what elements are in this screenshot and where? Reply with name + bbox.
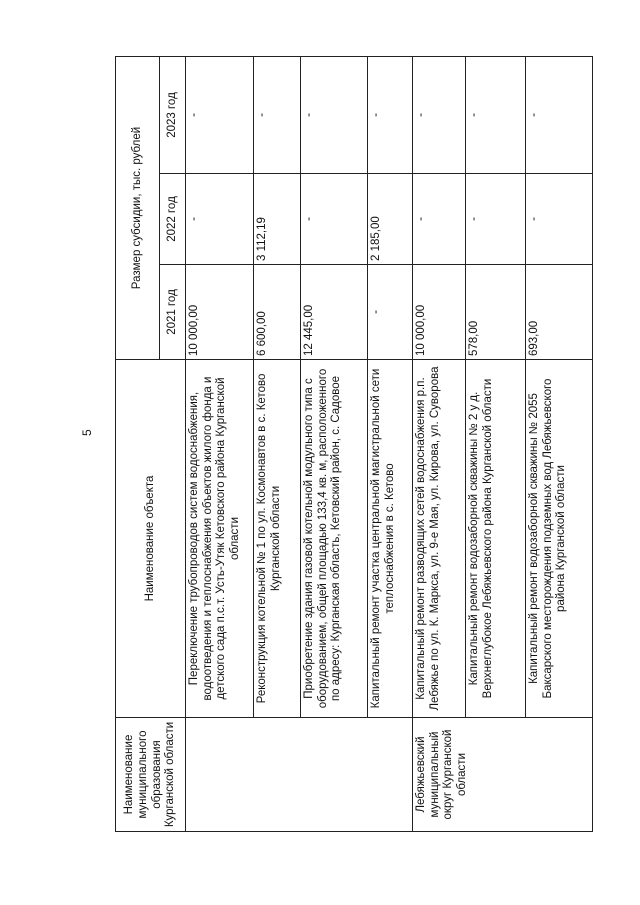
page-number: 5 xyxy=(80,429,94,436)
table-row xyxy=(301,57,368,832)
table-row xyxy=(413,57,466,832)
value-2021-cell: - xyxy=(368,265,413,360)
value-2023-cell: - xyxy=(254,57,301,174)
municipality-cell: Лебяжьевский муниципальный округ Курганской области xyxy=(413,718,593,832)
object-cell: Капитальный ремонт разводящих сетей водоснабжения р.п. Лебяжье по ул. К. Маркса, ул. 9-е Мая, ул. Кирова, ул. Суворова xyxy=(413,360,466,718)
value-2021-cell: 12 445,00 xyxy=(301,265,368,360)
value-2022-cell: 3 112,19 xyxy=(254,174,301,265)
value-2023-cell: - xyxy=(526,57,593,174)
table-row xyxy=(466,57,526,832)
value-2022-cell: 2 185,00 xyxy=(368,174,413,265)
subsidy-table-wrapper xyxy=(115,57,592,832)
object-cell: Капитальный ремонт водозаборной скважины № 2 у д. Верхнеглубокое Лебяжьевского района Курганской области xyxy=(466,360,526,718)
header-year-2021: 2021 год xyxy=(160,265,186,360)
value-2021-cell: 10 000,00 xyxy=(186,265,254,360)
value-2022-cell: - xyxy=(301,174,368,265)
header-year-2022: 2022 год xyxy=(160,174,186,265)
header-municipality: Наименование муниципального образования Курганской области xyxy=(116,718,186,832)
value-2022-cell: - xyxy=(413,174,466,265)
object-cell: Реконструкция котельной № 1 по ул. Космонавтов в с. Кетово Курганской области xyxy=(254,360,301,718)
value-2021-cell: 10 000,00 xyxy=(413,265,466,360)
object-cell: Переключение трубопроводов систем водоснабжения, водоотведения и теплоснабжения объектов жилого фонда и детского сада п.с.т. Усть-Утяк Кетовского района Курганской области xyxy=(186,360,254,718)
value-2022-cell: - xyxy=(186,174,254,265)
value-2021-cell: 578,00 xyxy=(466,265,526,360)
value-2023-cell: - xyxy=(413,57,466,174)
header-object: Наименование объекта xyxy=(116,360,186,718)
municipality-cell xyxy=(186,718,413,832)
table-row xyxy=(526,57,593,832)
value-2021-cell: 6 600,00 xyxy=(254,265,301,360)
value-2023-cell: - xyxy=(368,57,413,174)
value-2021-cell: 693,00 xyxy=(526,265,593,360)
object-cell: Капитальный ремонт водозаборной скважины № 2055 Баксарского месторождения подземных вод Лебяжьевского района Курганской области xyxy=(526,360,593,718)
header-year-2023: 2023 год xyxy=(160,57,186,174)
table-row xyxy=(368,57,413,832)
value-2022-cell: - xyxy=(526,174,593,265)
table-row xyxy=(254,57,301,832)
value-2023-cell: - xyxy=(186,57,254,174)
object-cell: Капитальный ремонт участка центральной магистральной сети теплоснабжения в с. Кетово xyxy=(368,360,413,718)
object-cell: Приобретение здания газовой котельной модульного типа с оборудованием, общей площадью 133,4 кв. м, расположенного по адресу: Курганская область, Кетовский район, с. Садовое xyxy=(301,360,368,718)
subsidy-table xyxy=(115,56,593,832)
table-row xyxy=(186,57,254,832)
value-2023-cell: - xyxy=(466,57,526,174)
value-2023-cell: - xyxy=(301,57,368,174)
header-subsidy: Размер субсидии, тыс. рублей xyxy=(116,57,160,360)
value-2022-cell: - xyxy=(466,174,526,265)
